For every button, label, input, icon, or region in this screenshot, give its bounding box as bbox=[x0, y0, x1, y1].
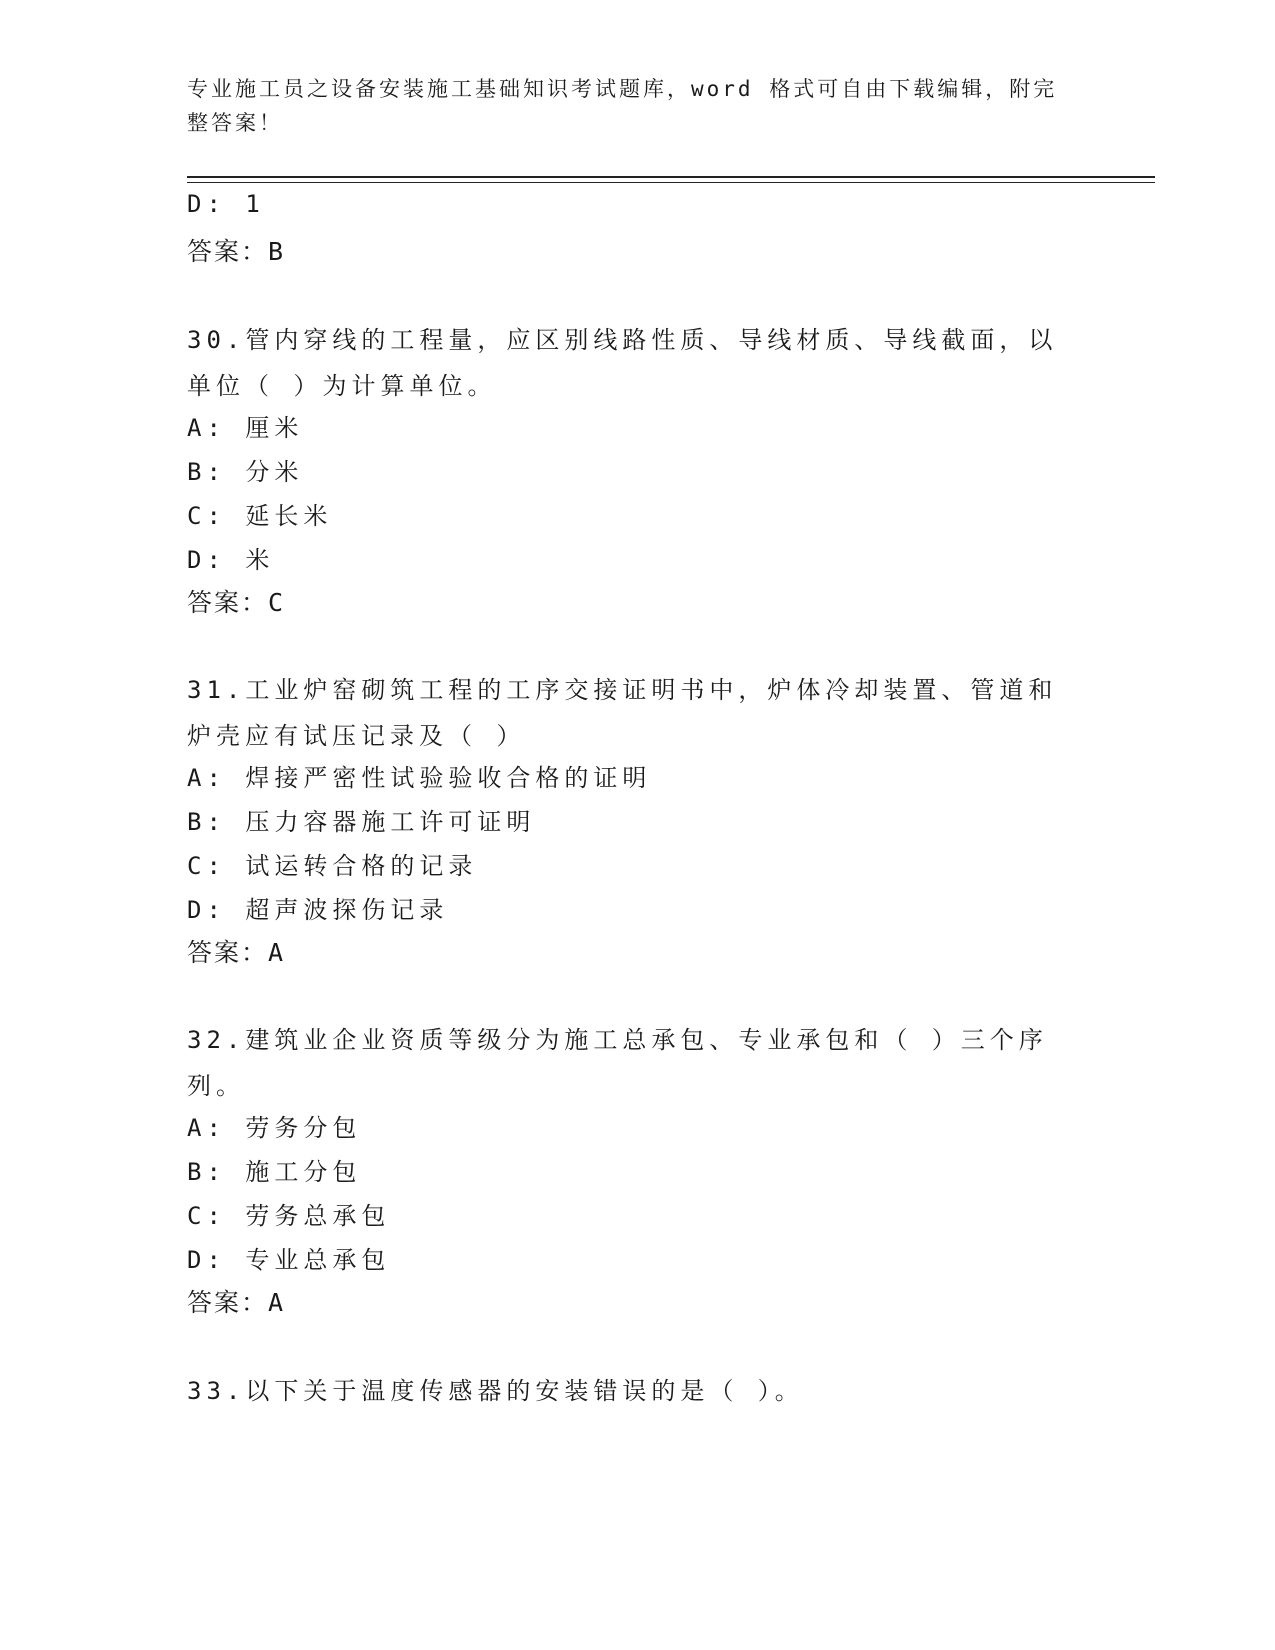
question-30-answer: 答案：C bbox=[187, 588, 286, 617]
header-divider-thick bbox=[187, 176, 1155, 178]
prev-answer: 答案：B bbox=[187, 237, 286, 266]
question-32-option-d: D: 专业总承包 bbox=[187, 1246, 391, 1274]
question-32-answer: 答案：A bbox=[187, 1288, 286, 1317]
question-30-option-a: A: 厘米 bbox=[187, 414, 304, 442]
question-30-option-b: B: 分米 bbox=[187, 458, 304, 486]
question-32-option-b: B: 施工分包 bbox=[187, 1158, 362, 1186]
question-31-answer: 答案：A bbox=[187, 938, 286, 967]
question-32-text: 32.建筑业企业资质等级分为施工总承包、专业承包和（ ）三个序列。 bbox=[187, 1026, 1048, 1100]
document-header: 专业施工员之设备安装施工基础知识考试题库，word 格式可自由下载编辑，附完整答案！ bbox=[187, 77, 1058, 135]
question-30-option-d: D: 米 bbox=[187, 546, 275, 574]
question-32-option-c: C: 劳务总承包 bbox=[187, 1202, 391, 1230]
prev-option-d: D: 1 bbox=[187, 190, 265, 218]
question-30-text: 30.管内穿线的工程量，应区别线路性质、导线材质、导线截面，以单位（ ）为计算单位。 bbox=[187, 326, 1058, 400]
question-31-option-b: B: 压力容器施工许可证明 bbox=[187, 808, 536, 836]
question-33-text: 33.以下关于温度传感器的安装错误的是（ ）。 bbox=[187, 1377, 804, 1405]
question-31-text: 31.工业炉窑砌筑工程的工序交接证明书中，炉体冷却装置、管道和炉壳应有试压记录及（ ） bbox=[187, 676, 1058, 750]
question-31-option-d: D: 超声波探伤记录 bbox=[187, 896, 449, 924]
question-30-option-c: C: 延长米 bbox=[187, 502, 333, 530]
header-divider-thin bbox=[187, 182, 1155, 183]
question-31-option-c: C: 试运转合格的记录 bbox=[187, 852, 478, 880]
question-31-option-a: A: 焊接严密性试验验收合格的证明 bbox=[187, 764, 652, 792]
question-32-option-a: A: 劳务分包 bbox=[187, 1114, 362, 1142]
